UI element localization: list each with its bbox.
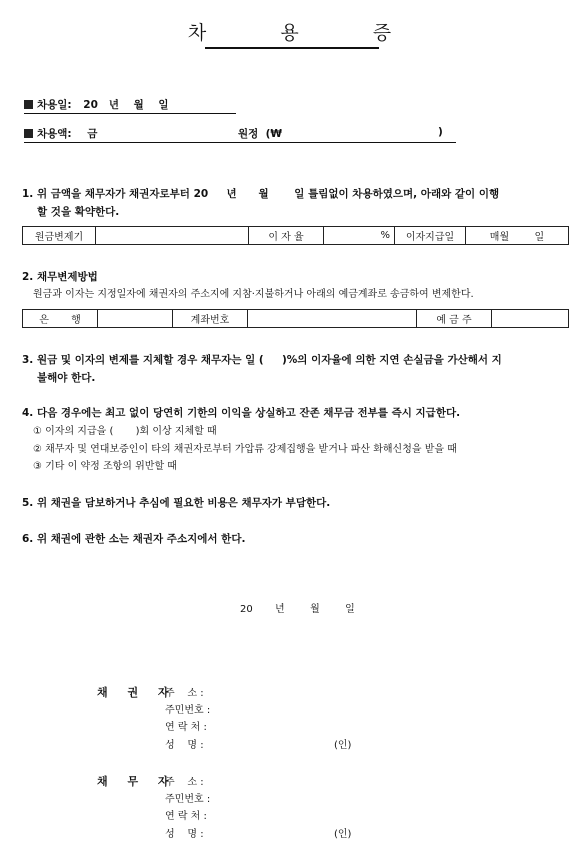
bullet-square-icon [24, 129, 33, 138]
table-cell[interactable] [96, 227, 249, 245]
creditor-name-field[interactable]: 성 명 : [165, 740, 204, 751]
table-cell[interactable] [98, 310, 173, 328]
debtor-name-field[interactable]: 성 명 : [165, 829, 204, 840]
loan-date-value[interactable]: 20 년 월 일 [83, 99, 169, 111]
clause4-title: 4. 다음 경우에는 최고 없이 당연히 기한의 이익을 상실하고 잔존 채무금 전부를 즉시 지급한다. [22, 407, 461, 419]
creditor-id-field[interactable]: 주민번호 : [165, 705, 211, 716]
repayment-terms-table [22, 226, 569, 245]
table-cell: 계좌번호 [173, 310, 248, 328]
loan-date-label: 차용일: [37, 99, 72, 111]
clause5: 5. 위 채권을 담보하거나 추심에 필요한 비용은 채무자가 부담한다. [22, 497, 331, 509]
clause2-title: 2. 채무변제방법 [22, 271, 98, 283]
loan-date-row [24, 97, 169, 112]
loan-amount-label: 차용액: [37, 128, 72, 140]
table-cell[interactable] [492, 310, 569, 328]
clause1-line2: 할 것을 확약한다. [37, 206, 120, 218]
clause2-text: 원금과 이자는 지정일자에 채권자의 주소지에 지참·지불하거나 아래의 예금계좌로 송금하여 변제한다. [33, 289, 474, 300]
table-cell: 이 자 율 [249, 227, 324, 245]
debtor-contact-field[interactable]: 연 락 처 : [165, 811, 207, 822]
creditor-role: 채 권 자 [97, 686, 177, 699]
clause3-line2: 불해야 한다. [37, 372, 96, 384]
loan-amount-value[interactable]: 원정 (₩ [238, 128, 282, 140]
bank-account-table [22, 309, 569, 328]
table-cell[interactable] [248, 310, 417, 328]
table-cell[interactable]: 매월 일 [466, 227, 569, 245]
clause4-item: ③ 기타 이 약정 조항의 위반할 때 [33, 461, 177, 472]
clause1-line1: 1. 위 금액을 채무자가 채권자로부터 20 년 월 일 틀림없이 차용하였으며, 아래와 같이 이행 [22, 188, 500, 200]
title-underline [205, 47, 379, 49]
table-cell[interactable]: % [324, 227, 395, 245]
debtor-address-field[interactable]: 주 소 : [165, 777, 204, 788]
clause6: 6. 위 채권에 관한 소는 채권자 주소지에서 한다. [22, 533, 246, 545]
loan-date-underline [24, 113, 236, 114]
debtor-role: 채 무 자 [97, 775, 177, 788]
loan-amount-underline [24, 142, 456, 143]
creditor-address-field[interactable]: 주 소 : [165, 688, 204, 699]
loan-amount-row [24, 126, 454, 141]
loan-amount-prefix: 금 [87, 128, 98, 140]
creditor-seal: (인) [334, 740, 352, 751]
loan-amount-close: ) [438, 126, 443, 138]
clause3-line1: 3. 원금 및 이자의 변제를 지체할 경우 채무자는 일 ( )%의 이자율에 의한 지연 손실금을 가산해서 지 [22, 354, 502, 366]
bullet-square-icon [24, 100, 33, 109]
signing-date[interactable]: 20 년 월 일 [240, 604, 355, 615]
creditor-contact-field[interactable]: 연 락 처 : [165, 722, 207, 733]
document-title: 차 용 증 [187, 22, 426, 44]
clause4-item: ② 채무자 및 연대보증인이 타의 채권자로부터 가압류 강제집행을 받거나 파산 화해신청을 받을 때 [33, 444, 457, 455]
debtor-id-field[interactable]: 주민번호 : [165, 794, 211, 805]
clause4-item: ① 이자의 지급을 ( )회 이상 지체할 때 [33, 426, 217, 437]
table-cell: 은 행 [23, 310, 98, 328]
table-cell: 원금변제기 [23, 227, 96, 245]
table-cell: 예 금 주 [417, 310, 492, 328]
table-cell: 이자지급일 [395, 227, 466, 245]
debtor-seal: (인) [334, 829, 352, 840]
